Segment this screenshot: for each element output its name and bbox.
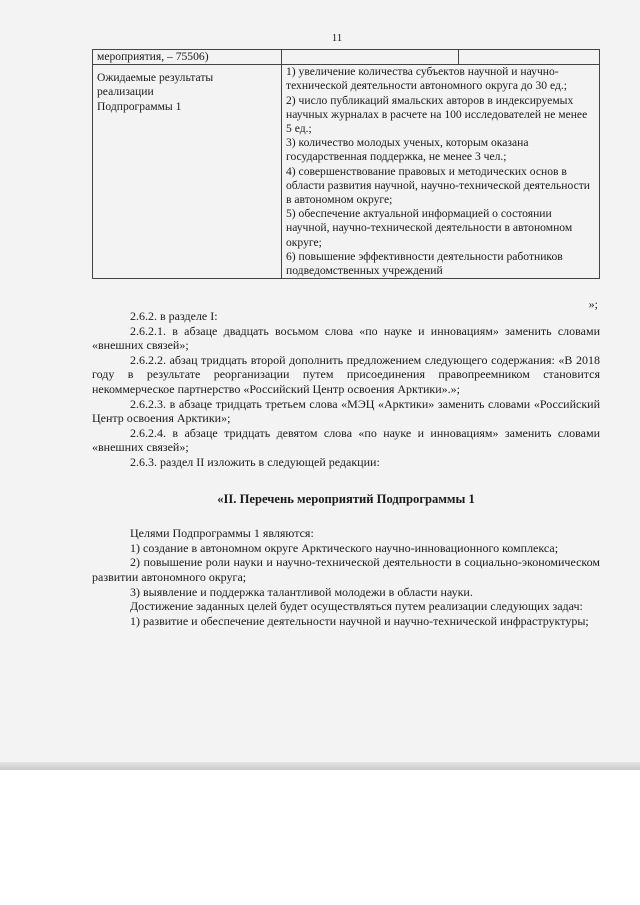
table-cell-items xyxy=(282,65,600,279)
results-table xyxy=(92,49,600,279)
expected-results-label: Ожидаемые результаты реализации Подпрограммы 1 xyxy=(97,71,214,113)
page-number: 11 xyxy=(331,32,343,44)
paragraph: Целями Подпрограммы 1 являются: xyxy=(130,526,314,541)
paragraph: 3) выявление и поддержка талантливой молодежи в области науки. xyxy=(130,584,473,599)
table-end-mark: »; xyxy=(588,297,598,311)
table-row xyxy=(93,65,600,279)
paragraph: 1) создание в автономном округе Арктического научно-инновационного комплекса; xyxy=(130,540,559,555)
table-cell xyxy=(459,50,600,65)
paragraph: 1) развитие и обеспечение деятельности научной и научно-технической инфраструктуры; xyxy=(130,613,589,628)
table-cell-label xyxy=(93,65,282,279)
paragraph: Достижение заданных целей будет осуществляться путем реализации следующих задач: xyxy=(130,599,583,614)
paragraph: 2.6.2.1. в абзаце двадцать восьмом слова «по науке и инновациям» заменить словами «внешних связей»; xyxy=(92,323,600,353)
body-text xyxy=(92,309,600,628)
result-item: 4) совершенствование правовых и методических основ в области развития научной, научно-технической деятельности в автономном округе; xyxy=(286,164,590,207)
paragraph: 2.6.3. раздел II изложить в следующей редакции: xyxy=(130,454,380,469)
section-heading: «II. Перечень мероприятий Подпрограммы 1 xyxy=(217,491,475,506)
table-row xyxy=(93,50,600,65)
result-item: 1) увеличение количества субъектов научной и научно-технической деятельности автономного округа до 30 ед.; xyxy=(286,65,567,93)
paragraph: 2) повышение роли науки и научно-технической деятельности в социально-экономическом развитии автономного округа; xyxy=(92,555,600,584)
paragraph: 2.6.2.3. в абзаце тридцать третьем слова «МЭЦ «Арктики» заменить словами «Российский Центр освоения Арктики»; xyxy=(92,396,600,426)
table-cell: мероприятия, – 75506) xyxy=(93,50,282,65)
paragraph: 2.6.2.4. в абзаце тридцать девятом слова «по науке и инновациям» заменить словами «внешних связей»; xyxy=(92,425,600,455)
result-item: 6) повышение эффективности деятельности работников подведомственных учреждений xyxy=(286,249,563,278)
paragraph: 2.6.2.2. абзац тридцать второй дополнить предложением следующего содержания: «В 2018 году в результате реорганизации путем присоединения правопреемником становится некоммерческое партнерство «Российский Центр освоения Арктики».»; xyxy=(92,352,600,396)
result-item: 2) число публикаций ямальских авторов в индексируемых научных журналах в расчете на 100 исследователей не менее 5 ед.; xyxy=(286,93,588,136)
result-item: 5) обеспечение актуальной информацией о состоянии научной, научно-технической деятельности в автономном округе; xyxy=(286,207,573,249)
result-item: 3) количество молодых ученых, которым оказана государственная поддержка, не менее 3 чел.; xyxy=(286,136,529,164)
table-cell xyxy=(282,50,459,65)
paragraph: 2.6.2. в разделе I: xyxy=(130,309,218,323)
